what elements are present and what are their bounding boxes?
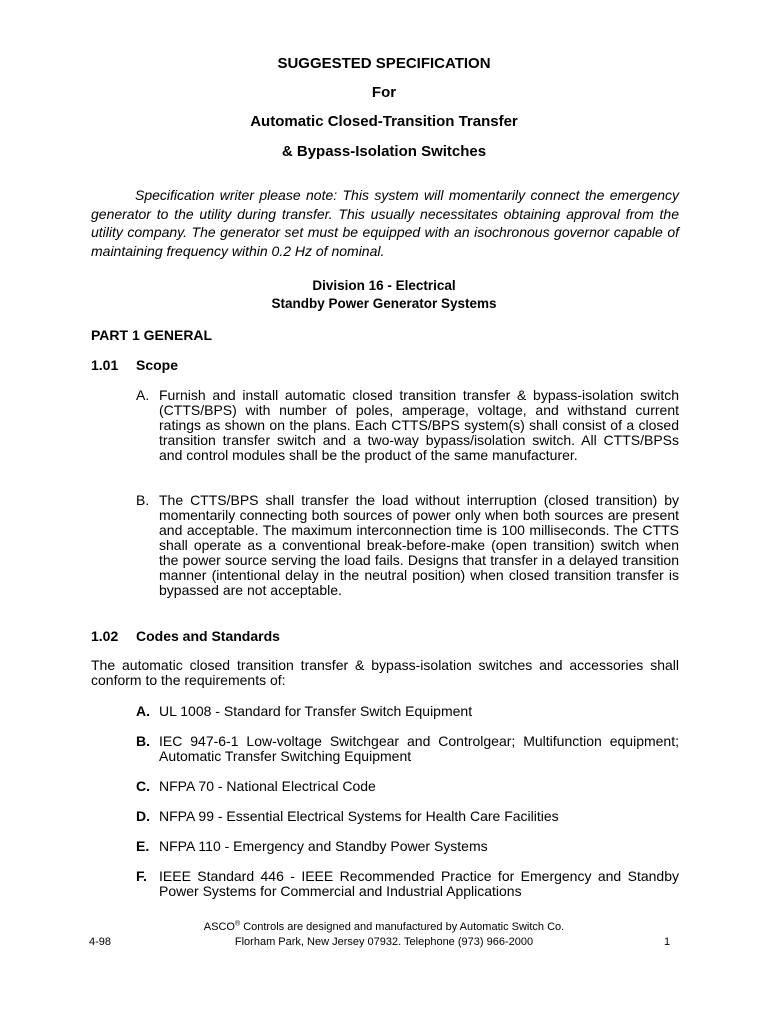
footer-company — [0, 920, 768, 950]
writer-note: Specification writer please note: This system will momentarily connect the emergency generator to the utility during transfer. This usually necessitates obtaining approval from the utility company. The generator set must be equipped with an isochronous governor capable of maintaining frequency within 0.2 Hz of nominal. — [91, 187, 679, 260]
item-text: Furnish and install automatic closed transition transfer & bypass-isolation switch (CTTS/BPS) with number of poles, amperage, voltage, and withstand current ratings as shown on the plans. Each CTTS/BPS system(s) shall consist of a closed transition transfer switch and a two-way bypass/isolation switch. All CTTS/BPSs and control modules shall be the product of the same manufacturer. — [159, 387, 679, 463]
scope-item-b — [136, 493, 679, 598]
code-item-e — [136, 839, 679, 854]
doc-title-line1: SUGGESTED SPECIFICATION — [277, 55, 491, 72]
item-text: NFPA 70 - National Electrical Code — [159, 778, 376, 794]
code-item-c — [136, 779, 679, 794]
item-letter: F. — [136, 868, 147, 884]
codes-intro: The automatic closed transition transfer & bypass-isolation switches and accessories shall conform to the requirements of: — [91, 657, 679, 688]
item-text: IEC 947-6-1 Low-voltage Switchgear and Controlgear; Multifunction equipment; Automatic Transfer Switching Equipment — [159, 733, 679, 764]
page-number: 1 — [664, 936, 671, 948]
section-heading-scope — [91, 357, 178, 374]
item-letter: E. — [136, 838, 150, 854]
code-item-f — [136, 869, 679, 899]
code-item-b — [136, 734, 679, 764]
scope-item-a — [136, 388, 679, 463]
item-letter: A. — [136, 703, 151, 719]
section-heading-codes — [91, 628, 280, 645]
item-text: NFPA 110 - Emergency and Standby Power Systems — [159, 838, 488, 854]
section-number: 1.02 — [91, 628, 119, 644]
section-title: Codes and Standards — [136, 628, 280, 644]
item-letter: D. — [136, 808, 151, 824]
item-text: The CTTS/BPS shall transfer the load without interruption (closed transition) by momentarily connecting both sources of power only when both sources are present and acceptable. The maximum interconnection time is 100 milliseconds. The CTTS shall operate as a conventional break-before-make (open transition) switch when the power source serving the load fails. Designs that transfer in a delayed transition manner (intentional delay in the neutral position) when closed transition transfer is bypassed are not acceptable. — [159, 492, 679, 598]
section-number: 1.01 — [91, 357, 119, 373]
doc-title-line3: Automatic Closed-Transition Transfer — [250, 113, 518, 130]
item-letter: B. — [136, 733, 151, 749]
footer-brand: ASCO — [203, 921, 235, 933]
doc-title-line4: & Bypass-Isolation Switches — [281, 143, 487, 160]
registered-mark: ® — [234, 920, 241, 928]
code-item-a — [136, 704, 679, 719]
division-subtitle: Standby Power Generator Systems — [271, 296, 497, 311]
footer-line1: Controls are designed and manufactured by Automatic Switch Co. — [240, 921, 565, 933]
division-title: Division 16 - Electrical — [312, 278, 456, 293]
item-letter: A. — [136, 387, 150, 403]
footer-line2: Florham Park, New Jersey 07932. Telephone (973) 966-2000 — [234, 936, 534, 948]
item-text: UL 1008 - Standard for Transfer Switch Equipment — [159, 703, 473, 719]
item-letter: B. — [136, 492, 150, 508]
item-text: NFPA 99 - Essential Electrical Systems for Health Care Facilities — [159, 808, 559, 824]
item-letter: C. — [136, 778, 151, 794]
section-title: Scope — [136, 357, 179, 373]
footer-date: 4-98 — [89, 936, 112, 948]
item-text: IEEE Standard 446 - IEEE Recommended Practice for Emergency and Standby Power Systems for Commercial and Industrial Applications — [159, 868, 679, 899]
part-heading: PART 1 GENERAL — [91, 327, 213, 343]
code-item-d — [136, 809, 679, 824]
doc-title-line2: For — [371, 84, 397, 101]
